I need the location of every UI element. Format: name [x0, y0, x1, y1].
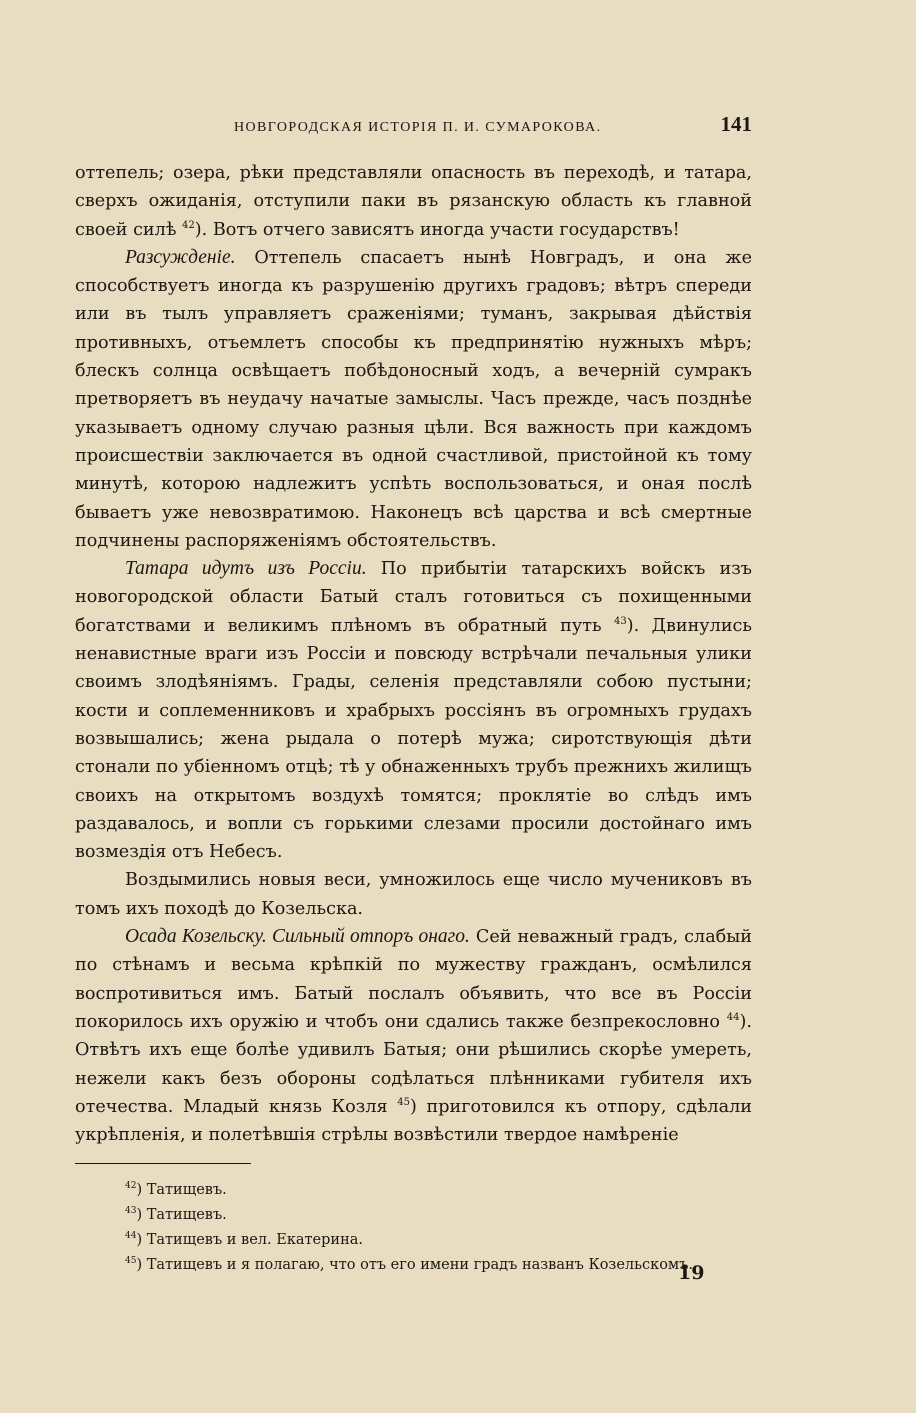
paragraph: [75, 555, 752, 866]
marginal-heading: Разсужденіе.: [125, 246, 236, 268]
footnote-text: ) Татищевъ и я полагаю, что отъ его имени градъ названъ Козельскомъ.: [136, 1257, 694, 1274]
paragraph: [75, 244, 752, 555]
text-run: Оттепель спасаетъ нынѣ Новградъ, и она же способствуетъ иногда къ разрушенію другихъ градовъ; вѣтръ спереди или въ тылъ управляетъ сраженіями; туманъ, закрывая дѣйствія противныхъ, отъемлетъ способы къ предпринятію нужныхъ мѣръ; блескъ солнца освѣщаетъ побѣдоносный ходъ, а вечерній сумракъ претворяетъ въ неудачу начатые замыслы. Часъ прежде, часъ позднѣе указываетъ одному случаю разныя цѣли. Вся важность при каждомъ происшествіи заключается въ одной счастливой, пристойной къ тому минутѣ, которою надлежитъ успѣть воспользоваться, и оная послѣ бываетъ уже невозвратимою. Наконецъ всѣ царства и всѣ смертные подчинены распоряженіямъ обстоятельствъ.: [75, 247, 752, 551]
signature-mark: 19: [678, 1262, 705, 1284]
footnote-ref: 43: [614, 615, 627, 627]
footnote-rule: [75, 1163, 251, 1164]
footnotes: [75, 1178, 752, 1278]
footnote: [125, 1178, 752, 1203]
text-run: оттепель; озера, рѣки представляли опасность въ переходѣ, и татара, сверхъ ожиданія, отступили паки въ рязанскую область къ главной своей силѣ: [75, 163, 752, 240]
page-number: 141: [720, 112, 752, 136]
text-run: ). Отвѣтъ ихъ еще болѣе удивилъ Батыя; они рѣшились скорѣе умереть, нежели какъ безъ обороны содѣлаться плѣнниками губителя ихъ отечества. Младый князь Козля: [75, 1011, 752, 1117]
text-run: По прибытіи татарскихъ войскъ изъ новогородской области Батый сталъ готовиться съ похищенными богатствами и великимъ плѣномъ въ обратный путь: [75, 559, 752, 636]
text-run: Сей неважный градъ, слабый по стѣнамъ и весьма крѣпкій по мужеству гражданъ, осмѣлился воспротивиться имъ. Батый послалъ объявить, что все въ Россіи покорилось ихъ оружію и чтобъ они сдались также безпрекословно: [75, 927, 753, 1032]
marginal-heading: Татара идутъ изъ Россіи.: [125, 558, 367, 580]
footnote-ref: 42: [182, 219, 195, 231]
running-title: НОВГОРОДСКАЯ ИСТОРІЯ П. И. СУМАРОКОВА.: [234, 120, 602, 135]
footnote-text: ) Татищевъ.: [136, 1207, 227, 1224]
footnote-number: 44: [125, 1231, 137, 1242]
footnote-number: 42: [125, 1181, 137, 1192]
footnote-ref: 44: [726, 1012, 740, 1024]
text-run: ) приготовился къ отпору, сдѣлали укрѣпленія, и полетѣвшія стрѣлы возвѣстили твердое намѣреніе: [75, 1096, 752, 1146]
body-text: [75, 159, 752, 1149]
footnote: [125, 1253, 752, 1278]
footnote-ref: 45: [397, 1096, 411, 1108]
text-run: ). Вотъ отчего зависятъ иногда участи государствъ!: [194, 219, 680, 240]
footnote-number: 43: [125, 1206, 137, 1217]
page-content: [75, 112, 752, 1278]
marginal-heading: Осада Козельску. Сильный отпоръ онаго.: [125, 926, 470, 948]
text-run: Воздымились новыя веси, умножилось еще число мучениковъ въ томъ ихъ походѣ до Козельска.: [75, 870, 752, 919]
text-run: ). Двинулись ненавистные враги изъ Россіи и повсюду встрѣчали печальныя улики своимъ злодѣяніямъ. Грады, селенія представляли собою пустыни; кости и соплеменниковъ и храбрыхъ россіянъ въ огромныхъ грудахъ возвышались; жена рыдала о потерѣ мужа; сиротствующія дѣти стонали по убіенномъ отцѣ; тѣ у обнаженныхъ трубъ прежнихъ жилищъ своихъ на открытомъ воздухѣ томятся; проклятіе во слѣдъ имъ раздавалось, и вопли съ горькими слезами просили достойнаго имъ возмездія отъ Небесъ.: [75, 615, 752, 863]
paragraph: [75, 159, 752, 244]
footnote-number: 45: [125, 1256, 137, 1267]
footnote: [125, 1203, 752, 1228]
running-head: [75, 112, 752, 146]
paragraph: [75, 866, 752, 923]
footnote: [125, 1228, 752, 1253]
footnote-text: ) Татищевъ и вел. Екатерина.: [136, 1232, 363, 1249]
paragraph: [75, 923, 752, 1149]
footnote-text: ) Татищевъ.: [136, 1182, 227, 1199]
